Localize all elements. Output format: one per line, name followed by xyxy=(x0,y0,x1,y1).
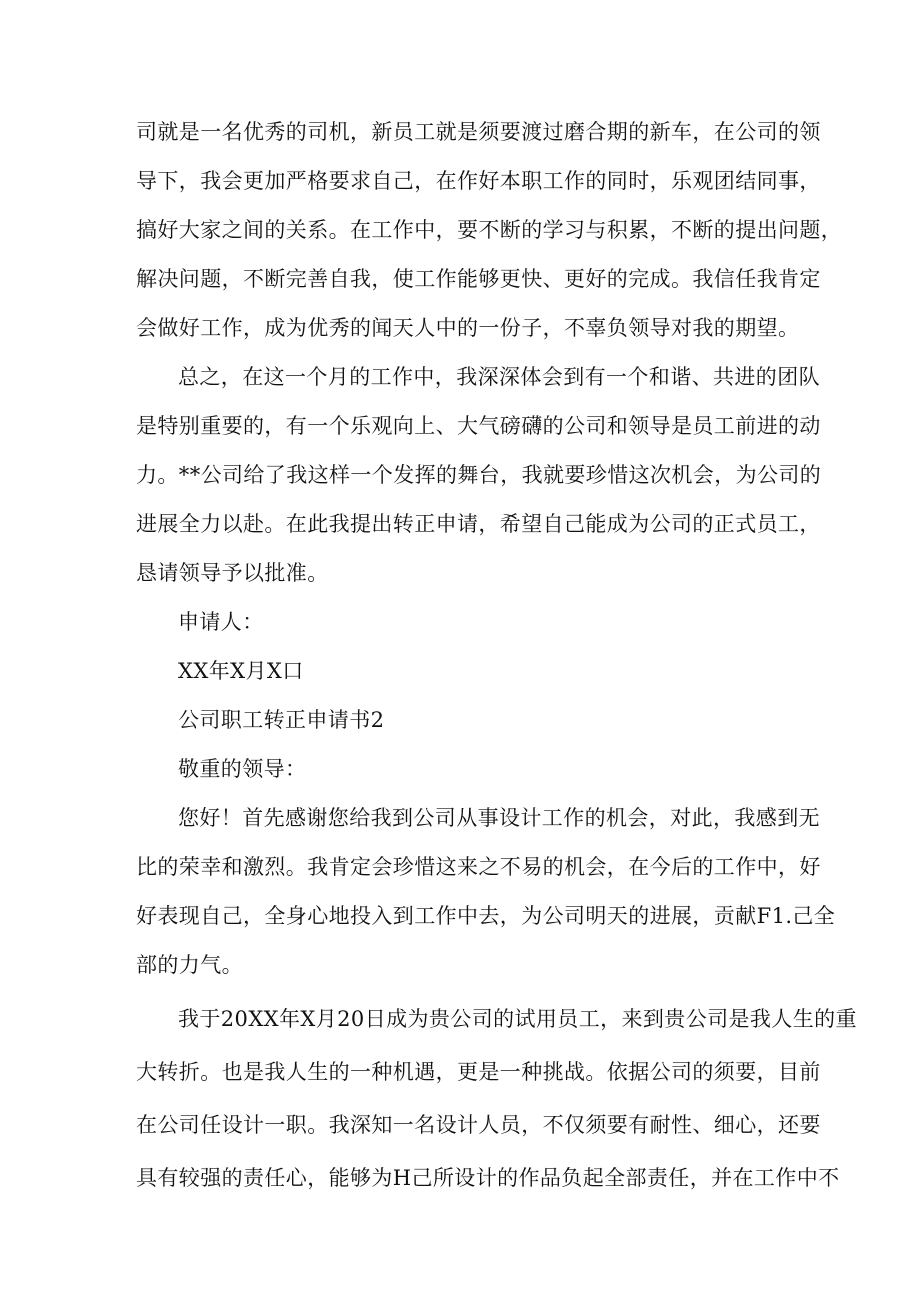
paragraph-4-line-2: 大转折。也是我人生的一种机遇，更是一种挑战。依据公司的须要，目前 xyxy=(136,1060,821,1084)
paragraph-4-line-1: 我于20XX年X月20日成为贵公司的试用员工，来到贵公司是我人生的重 xyxy=(178,1007,857,1031)
second-document-title: 公司职工转正申请书2 xyxy=(178,708,385,732)
paragraph-3-line-3: 好表现自己，全身心地投入到工作中去，为公司明天的进展，贡献F1.己全 xyxy=(136,904,836,928)
paragraph-2-line-4: 进展全力以赴。在此我提出转正申请，希望自己能成为公司的正式员工， xyxy=(136,512,821,536)
paragraph-1-line-1: 司就是一名优秀的司机，新员工就是须要渡过磨合期的新车，在公司的领 xyxy=(136,120,821,144)
paragraph-2-line-5: 恳请领导予以批准。 xyxy=(136,561,329,585)
paragraph-1-line-3: 搞好大家之间的关系。在工作中，要不断的学习与积累，不断的提出问题， xyxy=(136,218,843,242)
paragraph-2-line-2: 是特别重要的，有一个乐观向上、大气磅礴的公司和领导是员工前进的动 xyxy=(136,414,821,438)
date-line: XX年X月X口 xyxy=(178,659,304,683)
salutation: 敬重的领导： xyxy=(178,757,307,781)
paragraph-1-line-4: 解决问题，不断完善自我，使工作能够更快、更好的完成。我信任我肯定 xyxy=(136,267,821,291)
paragraph-3-line-1: 您好！首先感谢您给我到公司从事设计工作的机会，对此，我感到无 xyxy=(178,806,820,830)
paragraph-1-line-5: 会做好工作，成为优秀的闻天人中的一份子，不辜负领导对我的期望。 xyxy=(136,316,800,340)
paragraph-4-line-3: 在公司任设计一职。我深知一名设计人员，不仅须要有耐性、细心，还要 xyxy=(136,1113,821,1137)
paragraph-1-line-2: 导下，我会更加严格要求自己，在作好本职工作的同时，乐观团结同事， xyxy=(136,169,821,193)
paragraph-2-line-1: 总之，在这一个月的工作中，我深深体会到有一个和谐、共进的团队 xyxy=(178,365,820,389)
paragraph-3-line-2: 比的荣幸和激烈。我肯定会珍惜这来之不易的机会，在今后的工作中，好 xyxy=(136,855,821,879)
paragraph-3-line-4: 部的力气。 xyxy=(136,953,243,977)
paragraph-4-line-4: 具有较强的责任心，能够为H己所设计的作品负起全部责任，并在工作中不 xyxy=(136,1166,840,1190)
applicant-label: 申请人： xyxy=(178,610,264,634)
paragraph-2-line-3: 力。**公司给了我这样一个发挥的舞台，我就要珍惜这次机会，为公司的 xyxy=(136,463,822,487)
